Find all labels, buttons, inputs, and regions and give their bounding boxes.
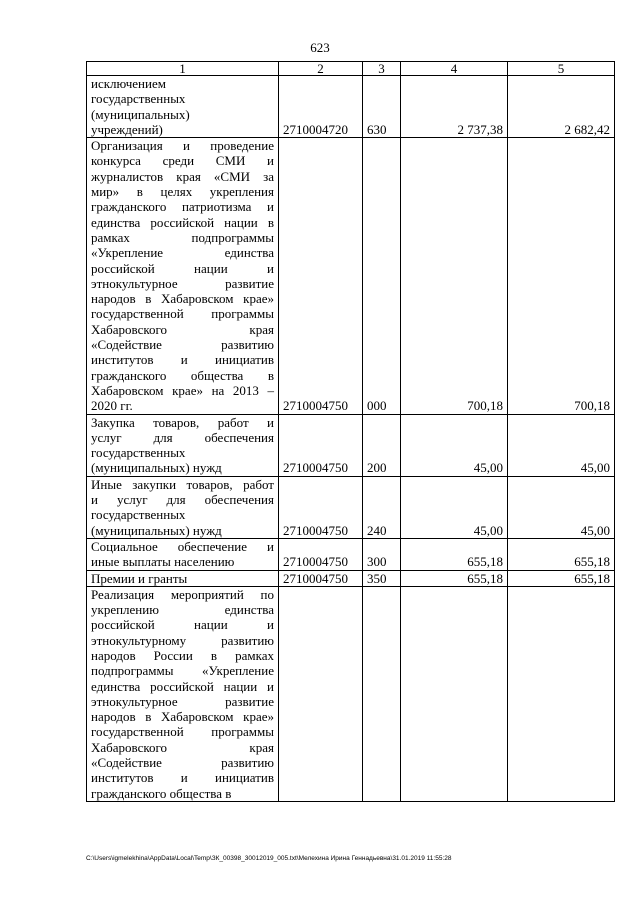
- row-name-line: народов России в рамках: [91, 647, 274, 663]
- row-sum-1-cell: 45,00: [401, 414, 508, 476]
- row-sum-1-cell: 655,18: [401, 570, 508, 586]
- table-row: [87, 586, 615, 801]
- row-name-cell: [87, 586, 279, 801]
- row-name-line: Хабаровском крае» на 2013 –: [91, 382, 274, 398]
- row-name-line: «Содействие развитию: [91, 337, 274, 353]
- row-name-line: российской нации и: [91, 617, 274, 633]
- row-sum-2-cell: 655,18: [508, 570, 615, 586]
- table-header-row: [87, 62, 615, 76]
- row-name-line: и услуг для обеспечения: [91, 492, 274, 508]
- row-name-line: (муниципальных): [91, 106, 190, 122]
- row-name-line: 2020 гг.: [91, 398, 133, 414]
- row-csr-cell: 2710004720: [279, 76, 363, 138]
- row-name-line: этнокультурному развитию: [91, 632, 274, 648]
- row-name-line: иные выплаты населению: [91, 554, 235, 570]
- row-vr-cell: 630: [363, 76, 401, 138]
- row-name-line: институтов и инициатив: [91, 352, 274, 368]
- row-sum-2-cell: 45,00: [508, 476, 615, 538]
- footer-file-path: C:\Users\igmelekhina\AppData\Local\Temp\ЗК_00398_30012019_005.txt\Мелехина Ирина Геннадьевна\31.01.2019 11:55:28: [86, 855, 452, 862]
- row-name-line: услуг для обеспечения: [91, 429, 274, 445]
- row-name-line: гражданского общества в: [91, 367, 274, 383]
- row-name-line: Иные закупки товаров, работ: [91, 476, 274, 492]
- row-name-line: конкурса среди СМИ и: [91, 153, 274, 169]
- row-sum-2-cell: 2 682,42: [508, 76, 615, 138]
- budget-table: [86, 61, 615, 802]
- row-name-line: Реализация мероприятий по: [91, 586, 274, 602]
- row-name-line: государственных: [91, 445, 186, 461]
- row-name-line: российской нации и: [91, 260, 274, 276]
- row-name-line: гражданского патриотизма и: [91, 199, 274, 215]
- row-name-line: этнокультурное развитие: [91, 693, 274, 709]
- row-name-line: государственной программы: [91, 724, 274, 740]
- row-sum-1-cell: [401, 586, 508, 801]
- row-name-cell: [87, 138, 279, 414]
- row-name-cell: [87, 76, 279, 138]
- row-name-line: Премии и гранты: [91, 570, 188, 586]
- row-sum-1-cell: 2 737,38: [401, 76, 508, 138]
- row-name-line: укреплению единства: [91, 602, 274, 618]
- row-name-line: мир» в целях укрепления: [91, 184, 274, 200]
- row-name-line: «Содействие развитию: [91, 755, 274, 771]
- row-name-line: журналистов края «СМИ за: [91, 168, 274, 184]
- row-csr-cell: 2710004750: [279, 414, 363, 476]
- row-name-line: подпрограммы «Укрепление: [91, 663, 274, 679]
- row-sum-2-cell: [508, 586, 615, 801]
- header-cell-4: 4: [401, 62, 508, 76]
- row-name-line: Хабаровского края: [91, 321, 274, 337]
- row-csr-cell: 2710004750: [279, 138, 363, 414]
- table-row: [87, 414, 615, 476]
- row-sum-1-cell: 655,18: [401, 538, 508, 570]
- row-sum-1-cell: 45,00: [401, 476, 508, 538]
- row-vr-cell: [363, 586, 401, 801]
- header-cell-5: 5: [508, 62, 615, 76]
- table-row: [87, 476, 615, 538]
- header-cell-3: 3: [363, 62, 401, 76]
- header-cell-1: 1: [87, 62, 279, 76]
- row-name-line: единства российской нации в: [91, 214, 274, 230]
- row-name-line: Организация и проведение: [91, 138, 274, 154]
- row-sum-2-cell: 655,18: [508, 538, 615, 570]
- table-row: [87, 138, 615, 414]
- row-name-line: Социальное обеспечение и: [91, 538, 274, 554]
- table-row: [87, 538, 615, 570]
- row-name-cell: [87, 476, 279, 538]
- row-csr-cell: 2710004750: [279, 476, 363, 538]
- row-name-line: исключением: [91, 76, 166, 91]
- row-name-line: этнокультурное развитие: [91, 275, 274, 291]
- row-name-line: рамках подпрограммы: [91, 229, 274, 245]
- page-number: 623: [310, 40, 330, 55]
- row-name-line: народов в Хабаровском крае»: [91, 291, 274, 307]
- row-name-line: «Укрепление единства: [91, 245, 274, 261]
- row-name-line: государственных: [91, 507, 186, 523]
- row-name-line: Закупка товаров, работ и: [91, 414, 274, 430]
- row-vr-cell: 300: [363, 538, 401, 570]
- table-body: [87, 62, 615, 802]
- row-name-line: единства российской нации и: [91, 678, 274, 694]
- table-row: [87, 76, 615, 138]
- row-name-cell: [87, 538, 279, 570]
- row-name-line: народов в Хабаровском крае»: [91, 709, 274, 725]
- row-name-line: государственных: [91, 91, 186, 107]
- row-vr-cell: 240: [363, 476, 401, 538]
- row-name-line: Хабаровского края: [91, 739, 274, 755]
- table-row: [87, 570, 615, 586]
- row-name-line: (муниципальных) нужд: [91, 522, 222, 538]
- row-sum-2-cell: 45,00: [508, 414, 615, 476]
- header-cell-2: 2: [279, 62, 363, 76]
- row-name-cell: [87, 414, 279, 476]
- row-vr-cell: 350: [363, 570, 401, 586]
- row-sum-2-cell: 700,18: [508, 138, 615, 414]
- row-sum-1-cell: 700,18: [401, 138, 508, 414]
- row-name-line: гражданского общества в: [91, 785, 232, 801]
- row-csr-cell: [279, 586, 363, 801]
- row-name-line: институтов и инициатив: [91, 770, 274, 786]
- row-csr-cell: 2710004750: [279, 570, 363, 586]
- row-vr-cell: 000: [363, 138, 401, 414]
- row-csr-cell: 2710004750: [279, 538, 363, 570]
- row-name-cell: [87, 570, 279, 586]
- row-name-line: (муниципальных) нужд: [91, 460, 222, 476]
- row-vr-cell: 200: [363, 414, 401, 476]
- row-name-line: государственной программы: [91, 306, 274, 322]
- row-name-line: учреждений): [91, 121, 163, 137]
